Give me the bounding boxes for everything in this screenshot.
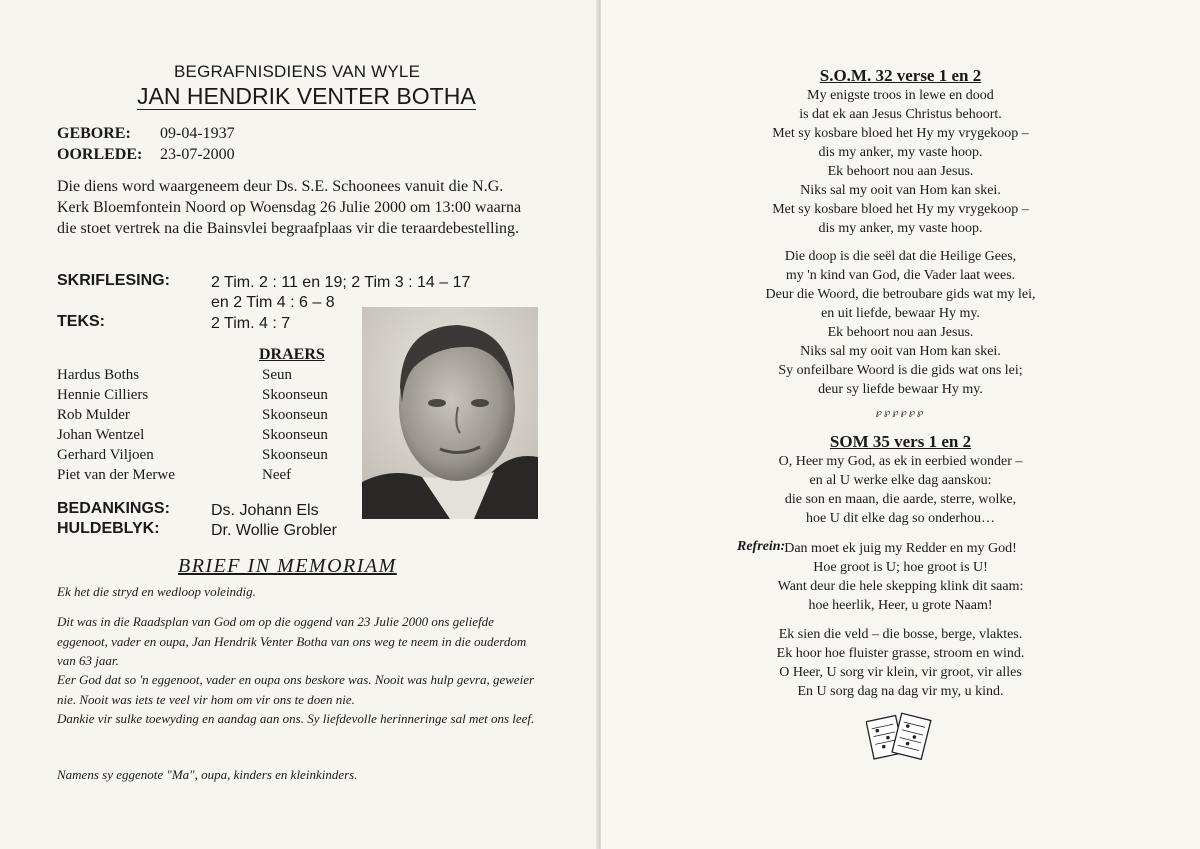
hymn2-title: SOM 35 vers 1 en 2 — [829, 432, 972, 451]
born-date: 09-04-1937 — [160, 125, 235, 142]
tribute-value: Dr. Wollie Grobler — [211, 522, 337, 539]
hymn-line: en uit liefde, bewaar Hy my. — [821, 306, 980, 321]
bearer-role: Neef — [262, 467, 292, 483]
bearer-role: Seun — [262, 367, 292, 383]
bearer-name: Gerhard Viljoen — [57, 447, 154, 463]
hymn-line: en al U werke elke dag aanskou: — [809, 473, 992, 488]
hymn-line: dis my anker, my vaste hoop. — [818, 221, 983, 236]
refrain-line: Dan moet ek juig my Redder en my God! — [784, 541, 1017, 556]
bearer-name: Piet van der Merwe — [57, 467, 175, 483]
hymn-line: Die doop is die seël dat die Heilige Gees, — [784, 249, 1017, 264]
hymn-line: my 'n kind van God, die Vader laat wees. — [785, 268, 1016, 283]
reading-line-2: en 2 Tim 4 : 6 – 8 — [211, 294, 335, 311]
reading-line-1: 2 Tim. 2 : 11 en 19; 2 Tim 3 : 14 – 17 — [211, 274, 471, 291]
hymn-line: Deur die Woord, die betroubare gids wat my lei, — [765, 287, 1036, 302]
bearers-title: DRAERS — [259, 346, 325, 363]
refrain-line: hoe heerlik, Heer, u grote Naam! — [808, 598, 993, 613]
hymn-line: Niks sal my ooit van Hom kan skei. — [800, 344, 1001, 359]
bearer-role: Skoonseun — [262, 407, 328, 423]
hymn-line: Ek sien die veld – die bosse, berge, vlaktes. — [778, 627, 1023, 642]
letter-signature: Namens sy eggenote "Ma", oupa, kinders en kleinkinders. — [57, 767, 358, 782]
hymn-line: Ek behoort nou aan Jesus. — [827, 325, 974, 340]
hymn1 — [601, 66, 1200, 238]
hymn2 — [601, 432, 1200, 528]
hymn-line: En U sorg dag na dag vir my, u kind. — [797, 684, 1004, 699]
hymn-line: Met sy kosbare bloed het Hy my vrygekoop – — [772, 126, 1029, 141]
hymn-line: dis my anker, my vaste hoop. — [818, 145, 983, 160]
hymn-line: die son en maan, die aarde, sterre, wolke, — [784, 492, 1017, 507]
service-title: BEGRAFNISDIENS VAN WYLE — [174, 62, 421, 81]
bearer-role: Skoonseun — [262, 427, 328, 443]
died-date: 23-07-2000 — [160, 146, 235, 163]
bearer-names — [57, 365, 175, 485]
hymn-line: is dat ek aan Jesus Christus behoort. — [799, 107, 1002, 122]
bearer-name: Hardus Boths — [57, 367, 140, 383]
hymn-line: Ek behoort nou aan Jesus. — [827, 164, 974, 179]
refrain-label: Refrein: — [737, 539, 786, 554]
hymn-line: hoe U dit elke dag so onderhou… — [806, 511, 995, 526]
born-label: GEBORE: — [57, 125, 131, 142]
letter-paragraph-2: Dit was in die Raadsplan van God om op die oggend van 23 Julie 2000 ons geliefde eggenoot, vader en oupa, Jan Hendrik Venter Botha van ons weg te neem in die ouderdom van 63 jaar. — [57, 614, 527, 668]
hymn2-verse2 — [601, 625, 1200, 701]
sheet-music-icon — [866, 710, 932, 766]
bearer-name: Hennie Cilliers — [57, 387, 149, 403]
hymn1-title: S.O.M. 32 verse 1 en 2 — [819, 66, 982, 85]
hymn-line: Ek hoor hoe fluister grasse, stroom en wind. — [776, 646, 1025, 661]
hymn-line: Niks sal my ooit van Hom kan skei. — [800, 183, 1001, 198]
deceased-name: JAN HENDRIK VENTER BOTHA — [137, 83, 476, 109]
portrait-photo — [362, 307, 538, 519]
tribute-label: HULDEBLYK: — [57, 520, 160, 537]
ornament-divider: ℘℘℘℘℘℘ — [875, 407, 926, 417]
refrain — [601, 539, 1200, 615]
hymn-line: deur sy liefde bewaar Hy my. — [818, 382, 983, 397]
hymn-line: Sy onfeilbare Woord is die gids wat ons lei; — [778, 363, 1023, 378]
text-value: 2 Tim. 4 : 7 — [211, 315, 291, 332]
letter-line-1: Ek het die stryd en wedloop voleindig. — [57, 584, 256, 599]
letter-paragraph-4: Dankie vir sulke toewyding en aandag aan ons. Sy liefdevolle herinneringe sal met ons leef. — [57, 711, 535, 726]
bearer-role: Skoonseun — [262, 447, 328, 463]
bearer-name: Johan Wentzel — [57, 427, 145, 443]
thanks-value: Ds. Johann Els — [211, 502, 319, 519]
portrait-image — [362, 307, 538, 519]
hymn1-verse2 — [601, 247, 1200, 399]
bearer-roles — [262, 365, 328, 485]
bearer-role: Skoonseun — [262, 387, 328, 403]
hymn-line: My enigste troos in lewe en dood — [807, 88, 994, 103]
refrain-line: Hoe groot is U; hoe groot is U! — [813, 560, 988, 575]
hymn-line: Met sy kosbare bloed het Hy my vrygekoop – — [772, 202, 1029, 217]
refrain-line: Want deur die hele skepping klink dit saam: — [777, 579, 1024, 594]
thanks-label: BEDANKINGS: — [57, 500, 170, 517]
died-label: OORLEDE: — [57, 146, 143, 163]
letter-paragraph-3: Eer God dat so 'n eggenoot, vader en oupa ons beskore was. Nooit was hulp gevra, geweier nie. Nooit was iets te veel vir hom om vir ons te doen nie. — [57, 672, 535, 707]
hymn-line: O, Heer my God, as ek in eerbied wonder – — [778, 454, 1023, 469]
text-label: TEKS: — [57, 313, 105, 330]
service-paragraph: Die diens word waargeneem deur Ds. S.E. Schoonees vanuit die N.G. Kerk Bloemfontein Noord op Woensdag 26 Julie 2000 om 13:00 waarna die stoet vertrek na die Bainsvlei begraafplaas vir die teraardebestelling. — [57, 178, 522, 237]
reading-label: SKRIFLESING: — [57, 272, 170, 289]
hymn-line: O Heer, U sorg vir klein, vir groot, vir alles — [779, 665, 1022, 680]
bearer-name: Rob Mulder — [57, 407, 130, 423]
letter-title: BRIEF IN MEMORIAM — [178, 555, 397, 577]
